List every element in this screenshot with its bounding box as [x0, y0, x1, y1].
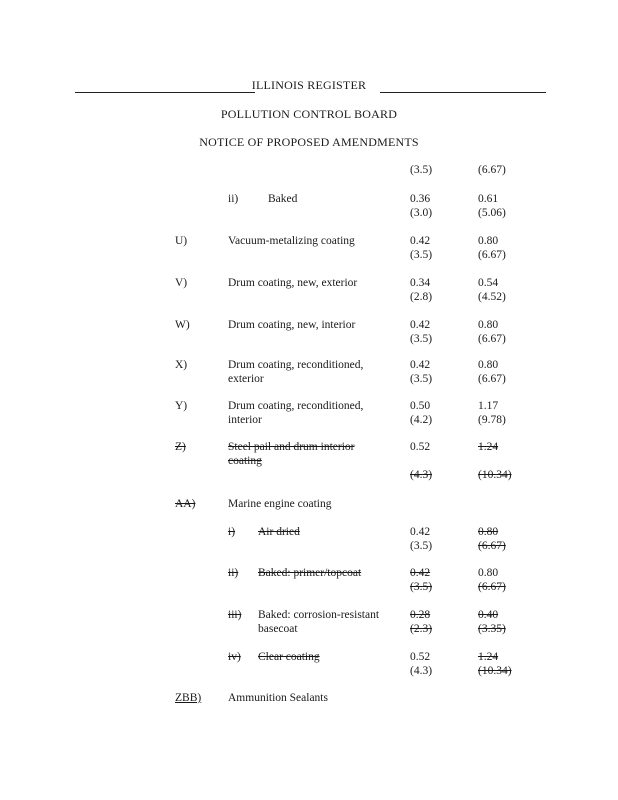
row-AA-i-a1: 0.42	[410, 526, 431, 538]
row-baked-b2: (5.06)	[478, 207, 506, 219]
row-U-a2: (3.5)	[410, 249, 433, 261]
row-V-letter: V)	[175, 277, 188, 289]
row-U-b2: (6.67)	[478, 249, 506, 261]
row-X-a1: 0.42	[410, 359, 431, 371]
row-AA-iv-label: Clear coating	[258, 651, 320, 663]
row-baked-a2: (3.0)	[410, 207, 433, 219]
row-U-a1: 0.42	[410, 235, 431, 247]
row-W-letter: W)	[175, 319, 190, 331]
top-value-b: (6.67)	[478, 164, 506, 176]
row-baked-num: ii)	[228, 193, 239, 205]
row-V-b1: 0.54	[478, 277, 499, 289]
row-BB-label: Ammunition Sealants	[228, 692, 328, 704]
row-V-label: Drum coating, new, exterior	[228, 277, 358, 289]
row-V-b2: (4.52)	[478, 291, 506, 303]
row-AA-ii-num: ii)	[228, 567, 239, 579]
row-Z-label2: coating	[228, 455, 262, 467]
row-Y-b2: (9.78)	[478, 414, 506, 426]
row-AA-iii-a1: 0.28	[410, 609, 431, 621]
row-W-a1: 0.42	[410, 319, 431, 331]
notice-title: NOTICE OF PROPOSED AMENDMENTS	[199, 135, 419, 149]
row-Z-label1: Steel pail and drum interior	[228, 441, 355, 453]
row-AA-i-label: Air dried	[258, 526, 300, 538]
row-baked-label: Baked	[268, 193, 298, 205]
row-AA-iii-label1: Baked: corrosion-resistant	[258, 609, 380, 621]
row-AA-ii-a1: 0.42	[410, 567, 431, 579]
row-Y-b1: 1.17	[478, 400, 499, 412]
row-AA-iv-a1: 0.52	[410, 651, 431, 663]
row-Z-letter: Z)	[175, 441, 186, 453]
row-Y-a1: 0.50	[410, 400, 431, 412]
board-title: POLLUTION CONTROL BOARD	[220, 107, 398, 121]
row-U-b1: 0.80	[478, 235, 499, 247]
row-AA-iii-b1: 0.40	[478, 609, 499, 621]
row-Z-a1: 0.52	[410, 441, 431, 453]
row-W-b1: 0.80	[478, 319, 499, 331]
row-U-label: Vacuum-metalizing coating	[228, 235, 355, 247]
row-AA-iv-num: iv)	[228, 651, 241, 663]
row-AA-iv-b2: (10.34)	[478, 665, 512, 677]
row-X-a2: (3.5)	[410, 373, 433, 385]
row-AA-iii-a2: (2.3)	[410, 623, 433, 635]
row-baked-b1: 0.61	[478, 193, 499, 205]
row-AA-label: Marine engine coating	[228, 498, 332, 510]
row-Y-label1: Drum coating, reconditioned,	[228, 400, 364, 412]
row-AA-i-num: i)	[228, 526, 236, 538]
row-U-letter: U)	[175, 235, 188, 247]
row-Y-a2: (4.2)	[410, 414, 433, 426]
header-rule-left	[75, 92, 255, 93]
row-X-letter: X)	[175, 359, 188, 371]
row-AA-iii-num: iii)	[228, 609, 242, 621]
row-Z-b2: (10.34)	[478, 469, 512, 481]
row-AA-i-b2: (6.67)	[478, 540, 506, 552]
row-AA-ii-b1: 0.80	[478, 567, 499, 579]
row-AA-iv-b1: 1.24	[478, 651, 499, 663]
row-Y-letter: Y)	[175, 400, 188, 412]
row-AA-letter: AA)	[175, 498, 196, 510]
row-X-b1: 0.80	[478, 359, 499, 371]
row-W-label: Drum coating, new, interior	[228, 319, 356, 331]
row-Y-label2: interior	[228, 414, 262, 426]
row-Z-b1: 1.24	[478, 441, 499, 453]
row-X-label2: exterior	[228, 373, 264, 385]
row-X-b2: (6.67)	[478, 373, 506, 385]
row-V-a1: 0.34	[410, 277, 431, 289]
row-AA-i-b1: 0.80	[478, 526, 499, 538]
register-title: ILLINOIS REGISTER	[251, 78, 367, 92]
row-W-b2: (6.67)	[478, 333, 506, 345]
row-baked-a1: 0.36	[410, 193, 431, 205]
row-W-a2: (3.5)	[410, 333, 433, 345]
header-rule-right	[380, 92, 546, 93]
row-AA-ii-b2: (6.67)	[478, 581, 506, 593]
row-AA-iv-a2: (4.3)	[410, 665, 433, 677]
row-V-a2: (2.8)	[410, 291, 433, 303]
row-BB-letter: ZBB)	[175, 692, 202, 704]
top-value-a: (3.5)	[410, 164, 433, 176]
row-AA-iii-b2: (3.35)	[478, 623, 506, 635]
row-AA-i-a2: (3.5)	[410, 540, 433, 552]
row-Z-a2: (4.3)	[410, 469, 433, 481]
row-AA-ii-a2: (3.5)	[410, 581, 433, 593]
row-X-label1: Drum coating, reconditioned,	[228, 359, 364, 371]
row-AA-ii-label: Baked: primer/topcoat	[258, 567, 362, 579]
row-AA-iii-label2: basecoat	[258, 623, 298, 635]
